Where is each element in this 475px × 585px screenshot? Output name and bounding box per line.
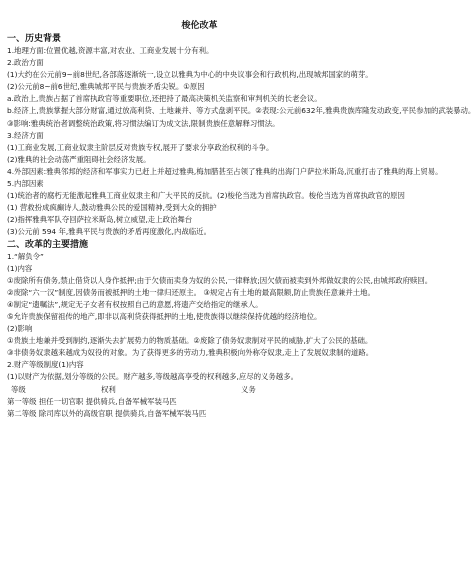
text-line: (2)雅典的社会动荡严重阻碍社会经济发展。: [7, 154, 151, 164]
document-title: 梭伦改革: [181, 21, 218, 31]
section-heading-measures: 二、改革的主要措施: [7, 239, 89, 250]
text-line: ②废除“六一汉”制度,因债务而被抵押的土地一律归还原主。 ③规定占有土地的最高限额,防止贵族任意兼并土地。: [7, 287, 375, 297]
section-heading-background: 一、历史背景: [7, 34, 62, 44]
text-line: ①废除所有债务,禁止借贷以人身作抵押;由于欠债而卖身为奴的公民,一律释放;因欠债而被卖到外邦做奴隶的公民,由城邦政府赎回。: [7, 275, 433, 285]
text-line: (2)公元前8~前6世纪,雅典城邦平民与贵族矛盾尖锐。①原因: [7, 82, 205, 92]
text-line: 4.外部因素:雅典邻邦的经济和军事实力已赶上并超过雅典,梅加腊甚至占领了雅典的出海门户萨拉米斯岛,沉重打击了雅典的海上贸易。: [7, 166, 443, 176]
table-header-cell: 权利: [101, 384, 116, 394]
text-line: ③非债务奴隶越来越成为奴役的对象。为了获得更多的劳动力,雅典积极向外称夺奴隶,走上了发展奴隶制的道路。: [7, 348, 374, 358]
table-row: 第二等级 除司库以外的高级官职 提供骑兵,自备军械军装马匹: [7, 408, 207, 418]
text-line: 1.地理方面:位置优越,资源丰富,对农业、工商业发展十分有利。: [7, 46, 214, 55]
document-page: [0, 19, 475, 585]
text-line: ①贵族土地兼并受到制约,逐渐失去扩展势力的物质基础。②废除了债务奴隶制对平民的威胁,扩大了公民的基础。: [7, 336, 373, 346]
text-line: (1)统治者的腐朽无能激起雅典工商业奴隶主和广大平民的反抗。(2)梭伦当选为首席执政官。梭伦当选为首席执政官的原因: [7, 191, 405, 201]
table-header-cell: 等级: [11, 384, 26, 394]
text-line: ⑤允许贵族保留祖传的地产,即非以高利贷获得抵押的土地,使贵族得以继续保持优越的经济地位。: [7, 311, 322, 321]
text-line: a.政治上,贵族占据了首席执政官等重要职位,还把持了最高决策机关监察和审判机关的长老会议。: [7, 94, 322, 104]
text-line: (2)指挥雅典军队夺回萨拉米斯岛,树立威望,走上政治舞台: [7, 215, 193, 225]
table-row: 第一等级 担任一切官职 提供骑兵,自备军械军装马匹: [7, 396, 177, 406]
table-header-cell: 义务: [241, 384, 256, 394]
text-line: (1)内容: [7, 263, 33, 273]
text-line: 2.财产等级制度(1)内容: [7, 360, 84, 370]
text-line: ④制定“遗嘱法”,规定无子女者有权按照自己的意愿,将遗产交给指定的继承人。: [7, 299, 263, 309]
text-line: 1.“解负令”: [7, 251, 44, 261]
text-line: (1)大约在公元前9~前8世纪,各部落逐渐统一,设立以雅典为中心的中央议事会和行政机构,出现城邦国家的萌芽。: [7, 70, 373, 80]
text-line: 2.政治方面: [7, 58, 44, 68]
table-header: [7, 384, 392, 396]
text-line: (1) 营救扮成疯癫诗人,鼓动雅典公民的爱国精神,受到大众的拥护: [7, 203, 217, 213]
text-line: b.经济上,贵族掌握大部分财富,通过放高利贷、土地兼并、等方式盘剥平民。②表现:公元前632年,雅典贵族库隆发动政变,平民参加的武装暴动。: [7, 106, 475, 116]
text-line: (3)公元前 594 年,雅典平民与贵族的矛盾再度激化,内战临近。: [7, 227, 211, 237]
text-line: (1)工商业发展,工商业奴隶主阶层反对贵族专权,展开了要求分享政治权利的斗争。: [7, 142, 274, 152]
text-line: 5.内部因素: [7, 179, 44, 189]
text-line: (1)以财产为依据,划分等级的公民。财产越多,等级越高享受的权利越多,应尽的义务越多。: [7, 372, 298, 382]
text-line: 3.经济方面: [7, 130, 44, 140]
text-line: ③影响:雅典统治者调整统治政策,将习惯法编订为成文法,限制贵族任意解释习惯法。: [7, 118, 280, 128]
text-line: (2)影响: [7, 324, 33, 334]
